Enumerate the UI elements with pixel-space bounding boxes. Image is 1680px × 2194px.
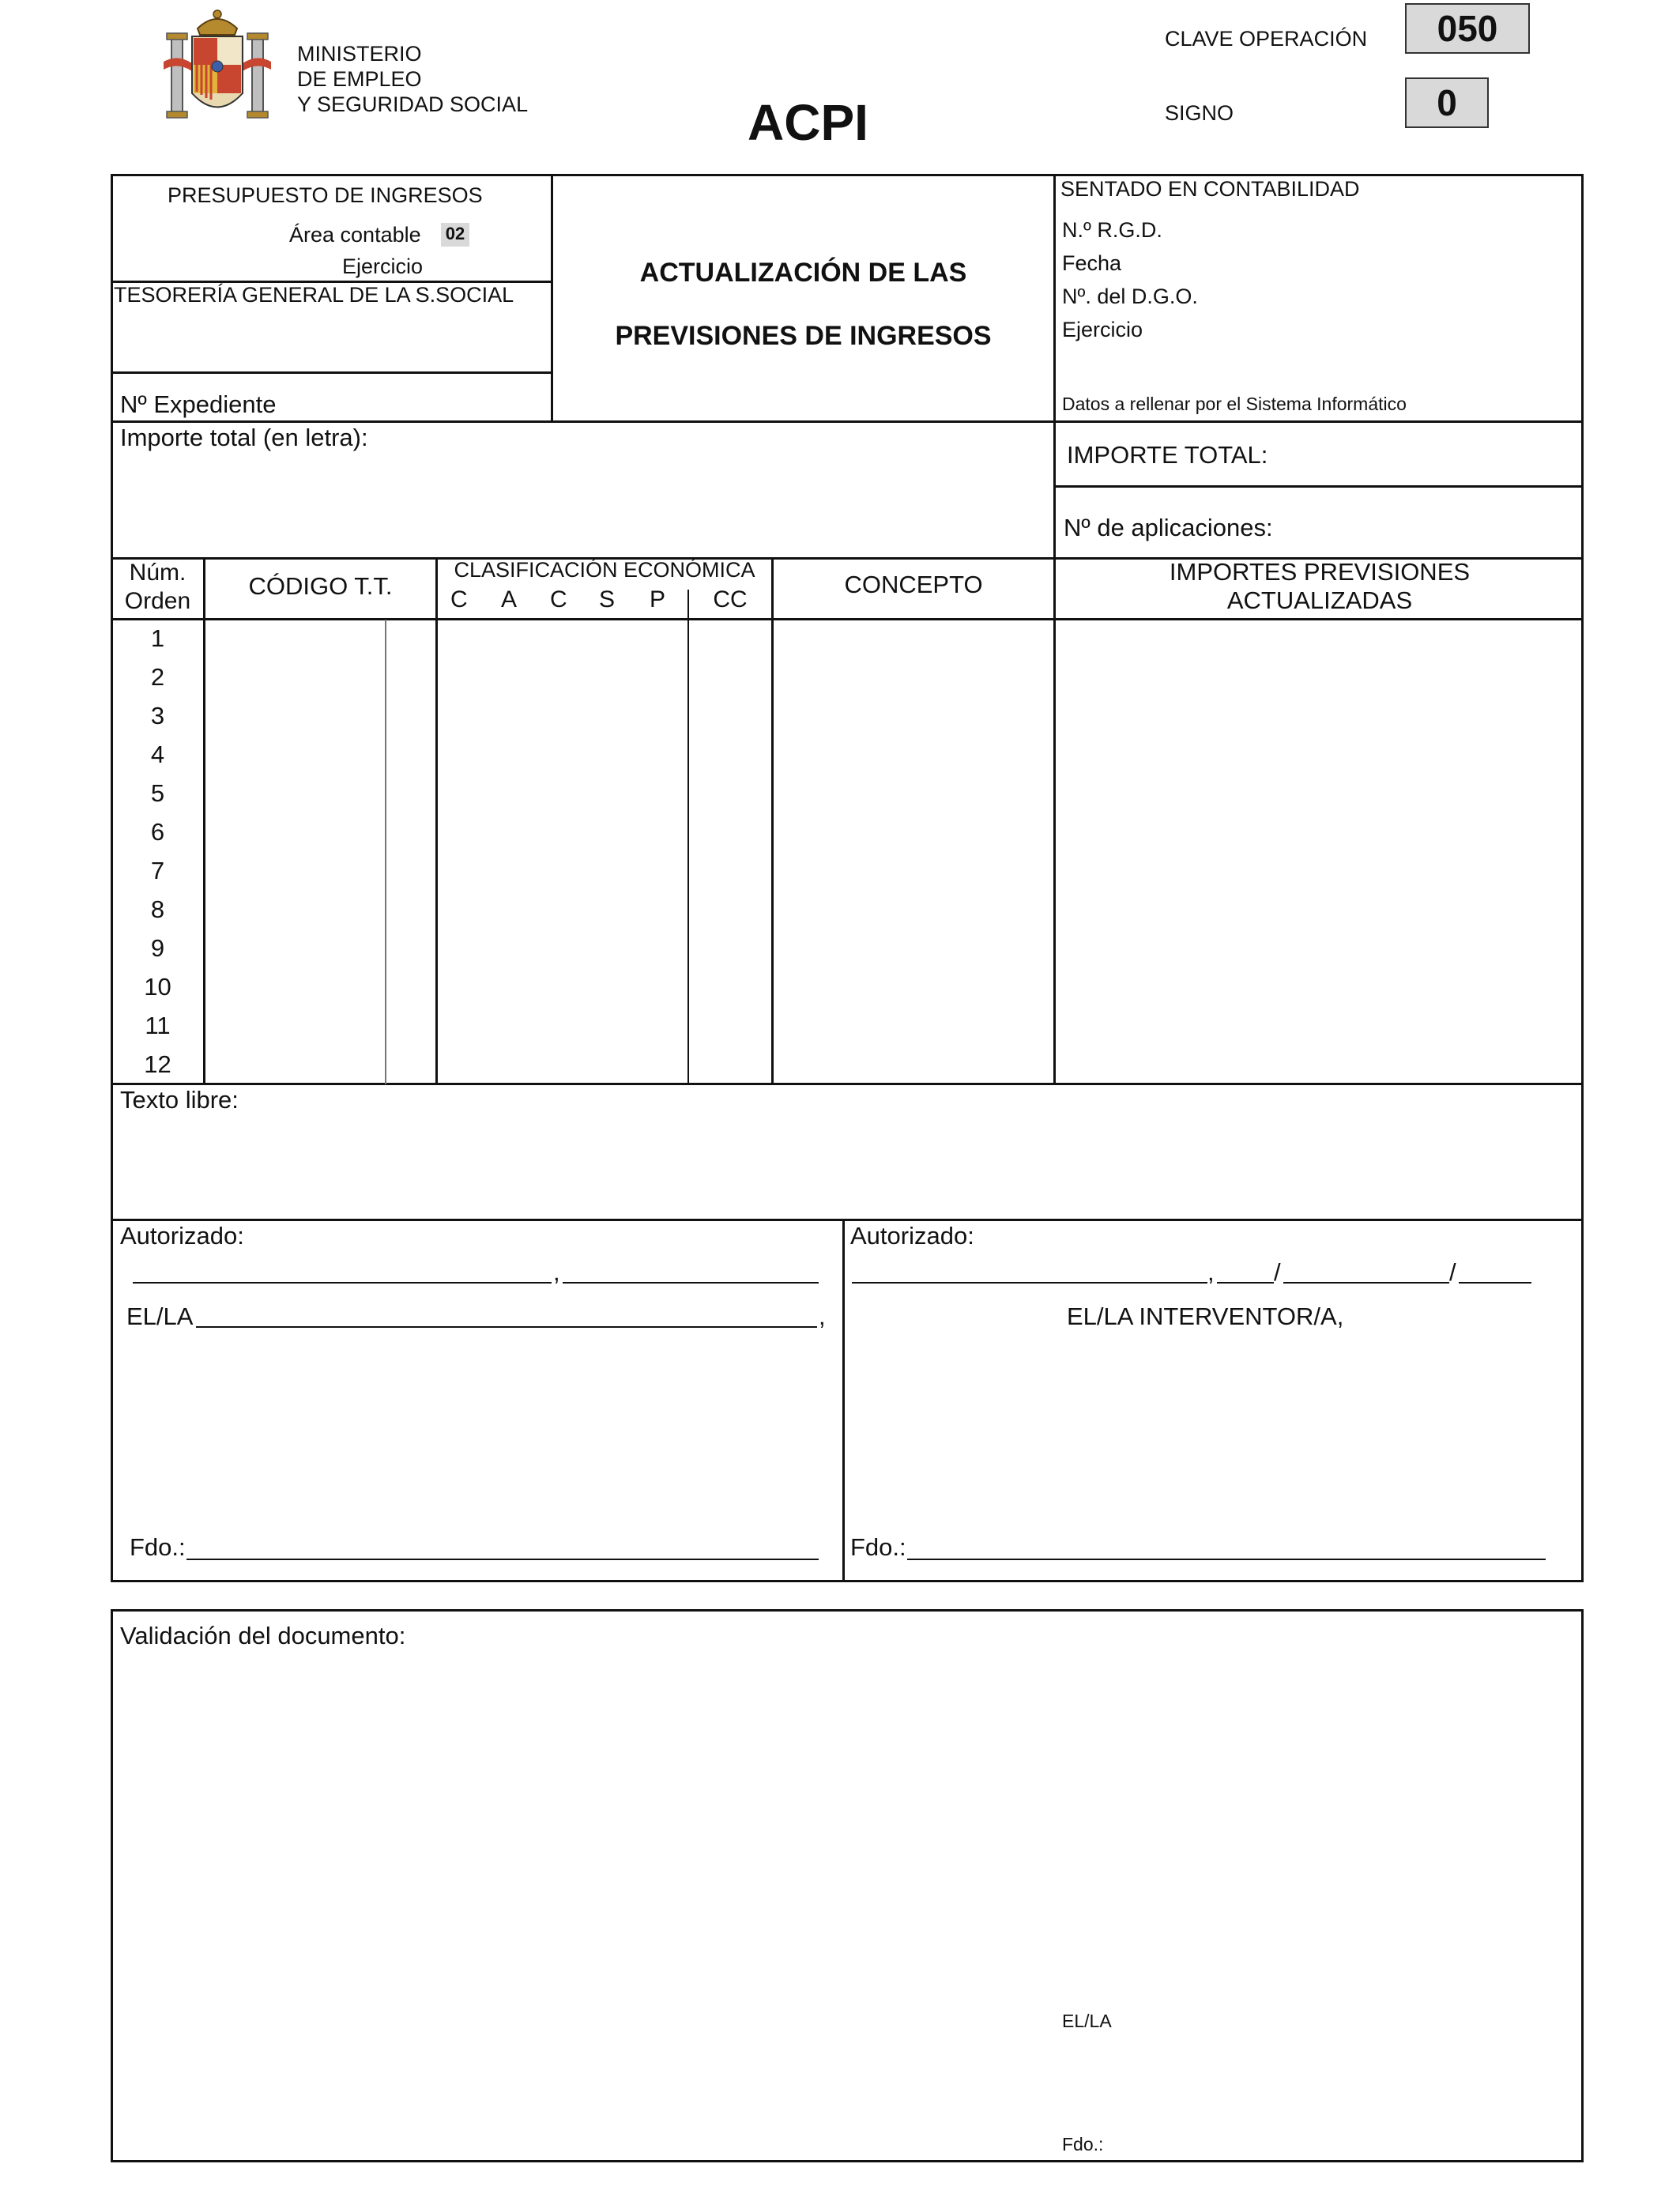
col-cc-header: CC <box>713 586 748 613</box>
validacion-label: Validación del documento: <box>120 1622 406 1649</box>
num-aplicaciones-label: Nº de aplicaciones: <box>1064 514 1273 541</box>
row-number: 5 <box>150 779 165 807</box>
validacion-fdo: Fdo.: <box>1062 2134 1104 2154</box>
coat-of-arms-logo <box>162 6 273 123</box>
sentado-heading: SENTADO EN CONTABILIDAD <box>1060 177 1360 201</box>
importe-total-label: IMPORTE TOTAL: <box>1067 441 1268 469</box>
ejercicio-label: Ejercicio <box>342 254 424 278</box>
row-number: 3 <box>150 702 165 729</box>
col-concepto-header: CONCEPTO <box>844 571 983 598</box>
fdo-right-label: Fdo.: <box>850 1533 906 1561</box>
row-number: 12 <box>144 1050 171 1078</box>
sistema-note: Datos a rellenar por el Sistema Informático <box>1062 394 1407 414</box>
clasif-sub-c2: C <box>550 586 567 613</box>
row-number: 4 <box>150 741 165 768</box>
row-number: 7 <box>150 857 165 884</box>
importe-letra-label: Importe total (en letra): <box>120 424 368 451</box>
clasif-sub-a: A <box>501 586 518 613</box>
expediente-label: Nº Expediente <box>120 390 277 418</box>
area-contable-label: Área contable <box>289 223 421 247</box>
fecha-label: Fecha <box>1062 251 1122 275</box>
ministry-line: DE EMPLEO <box>297 67 422 91</box>
clasif-sub-p: P <box>650 586 666 613</box>
ministry-line: Y SEGURIDAD SOCIAL <box>297 92 529 116</box>
autorizado-left-label: Autorizado: <box>120 1222 244 1250</box>
rgd-label: N.º R.G.D. <box>1062 218 1162 242</box>
col-num-header: Núm. <box>129 560 186 586</box>
clave-operacion-value: 050 <box>1405 3 1530 54</box>
row-number: 10 <box>144 973 171 1001</box>
tesoreria-label: TESORERÍA GENERAL DE LA S.SOCIAL <box>114 283 514 307</box>
ejercicio-sistema-label: Ejercicio <box>1062 318 1143 341</box>
signo-value: 0 <box>1405 77 1489 128</box>
validacion-frame <box>111 1609 1584 2162</box>
row-number: 9 <box>150 934 165 962</box>
row-number: 11 <box>145 1012 171 1039</box>
col-clasificacion-header: CLASIFICACIÓN ECONÓMICA <box>454 558 755 582</box>
clasif-sub-s: S <box>599 586 616 613</box>
dgo-label: Nº. del D.G.O. <box>1062 285 1198 308</box>
form-main-frame <box>111 174 1584 1582</box>
col-importes-header: IMPORTES PREVISIONES <box>1169 558 1471 586</box>
el-la-left-label: EL/LA <box>126 1302 194 1330</box>
form-title-line2: PREVISIONES DE INGRESOS <box>615 321 992 351</box>
autorizado-right-label: Autorizado: <box>850 1222 974 1250</box>
col-importes-header-line2: ACTUALIZADAS <box>1226 586 1413 614</box>
date-sep-slash1: / <box>1274 1258 1281 1286</box>
row-number: 6 <box>150 818 165 846</box>
interventor-label: EL/LA INTERVENTOR/A, <box>1067 1302 1344 1330</box>
row-number: 8 <box>150 895 165 923</box>
validacion-el-la: EL/LA <box>1062 2011 1112 2031</box>
col-codigo-header: CÓDIGO T.T. <box>248 572 393 600</box>
date-sep-slash2: / <box>1449 1258 1456 1286</box>
clasif-sub-c1: C <box>450 586 468 613</box>
texto-libre-label: Texto libre: <box>120 1086 239 1114</box>
form-title-line1: ACTUALIZACIÓN DE LAS <box>639 258 967 288</box>
presupuesto-label: PRESUPUESTO DE INGRESOS <box>168 183 483 207</box>
autorizado-left-comma: , <box>553 1258 560 1286</box>
row-number: 2 <box>150 663 165 691</box>
row-number: 1 <box>150 624 165 652</box>
date-sep-comma: , <box>1207 1258 1215 1286</box>
fdo-left-label: Fdo.: <box>130 1533 186 1561</box>
form-code: ACPI <box>748 94 868 151</box>
ministry-name <box>297 41 528 117</box>
ministry-line: MINISTERIO <box>297 42 422 66</box>
area-contable-value: 02 <box>441 223 469 247</box>
signo-label: SIGNO <box>1165 101 1234 125</box>
col-orden-header: Orden <box>124 588 191 614</box>
el-la-left-comma: , <box>819 1302 826 1330</box>
clave-operacion-label: CLAVE OPERACIÓN <box>1165 27 1368 51</box>
